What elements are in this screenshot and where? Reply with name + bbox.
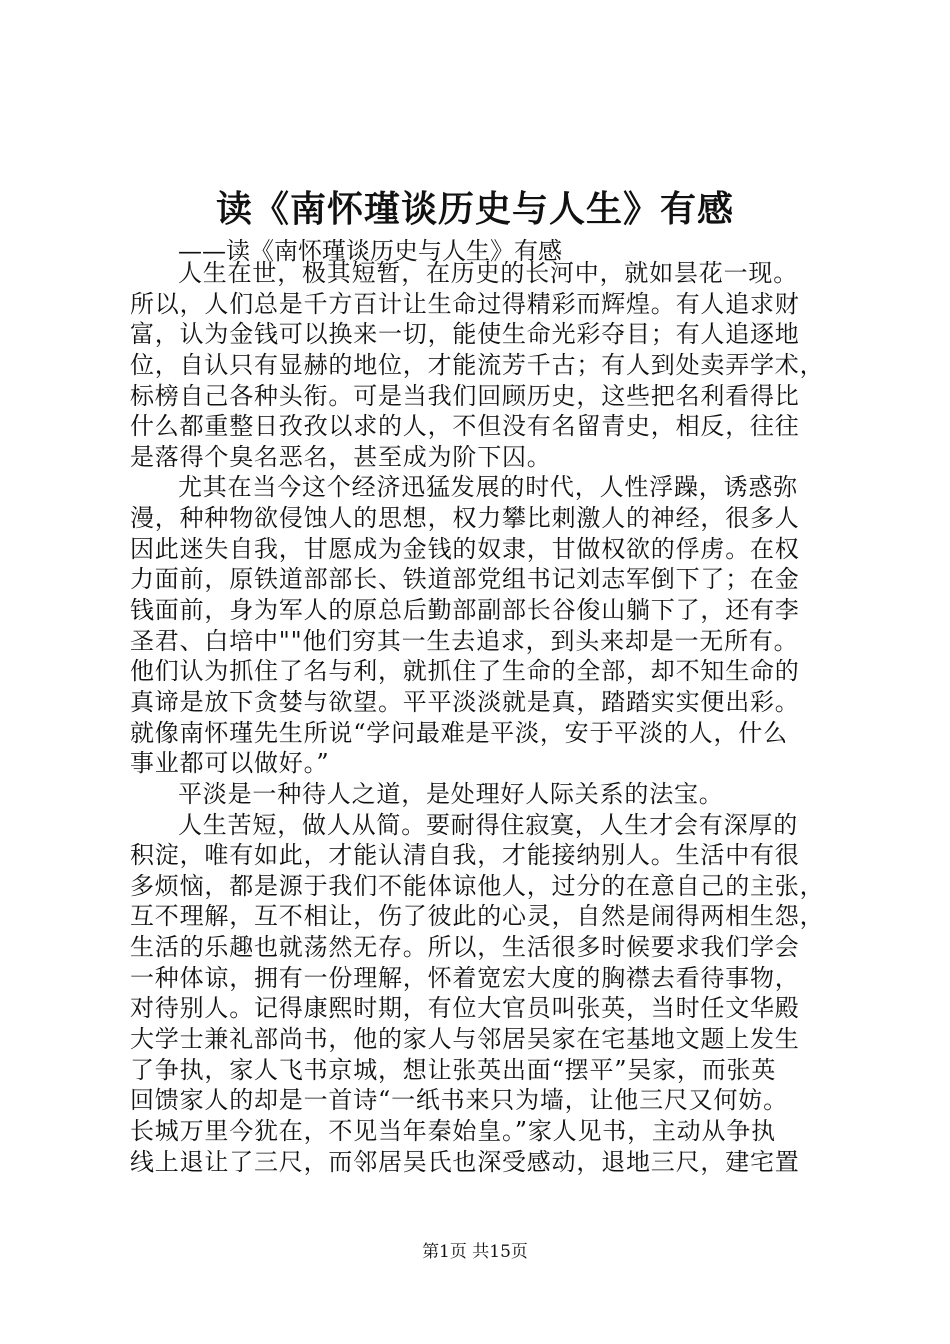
subtitle: ——读《南怀瑾谈历史与人生》有感: [178, 237, 562, 265]
paragraph-line: 尤其在当今这个经济迅猛发展的时代，人性浮躁，诱惑弥: [178, 473, 798, 502]
paragraph-line: 多烦恼，都是源于我们不能体谅他人，过分的在意自己的主张，: [130, 871, 825, 900]
paragraph-line: 标榜自己各种头衔。可是当我们回顾历史，这些把名利看得比: [130, 381, 800, 410]
paragraph-line: 人生苦短，做人从简。要耐得住寂寞，人生才会有深厚的: [178, 810, 798, 839]
paragraph-line: 就像南怀瑾先生所说“学问最难是平淡，安于平淡的人，什么: [130, 718, 788, 747]
paragraph-line: 了争执，家人飞书京城，想让张英出面“摆平”吴家，而张英: [130, 1055, 777, 1084]
paragraph-line: 力面前，原铁道部部长、铁道部党组书记刘志军倒下了；在金: [130, 565, 800, 594]
paragraph-line: 线上退让了三尺，而邻居吴氏也深受感动，退地三尺，建宅置: [130, 1147, 800, 1176]
paragraph-line: 生活的乐趣也就荡然无存。所以，生活很多时候要求我们学会: [130, 933, 800, 962]
paragraph-line: 是落得个臭名恶名，甚至成为阶下囚。: [130, 442, 552, 471]
paragraph-line: 因此迷失自我，甘愿成为金钱的奴隶，甘做权欲的俘虏。在权: [130, 534, 800, 563]
page-title: 读《南怀瑾谈历史与人生》有感: [215, 188, 734, 230]
paragraph-line: 回馈家人的却是一首诗“一纸书来只为墙，让他三尺又何妨。: [130, 1086, 788, 1115]
page-number: 第1页 共15页: [422, 1242, 528, 1262]
paragraph-line: 对待别人。记得康熙时期，有位大官员叫张英，当时任文华殿: [130, 994, 800, 1023]
paragraph-line: 圣君、白培中""他们穷其一生去追求，到头来却是一无所有。: [130, 626, 799, 655]
paragraph-line: 长城万里今犹在，不见当年秦始皇。”家人见书，主动从争执: [130, 1116, 776, 1145]
paragraph-line: 人生在世，极其短暂，在历史的长河中，就如昙花一现。: [178, 259, 798, 287]
paragraph-line: 事业都可以做好。”: [130, 749, 330, 778]
paragraph-line: 所以，人们总是千方百计让生命过得精彩而辉煌。有人追求财: [130, 289, 800, 318]
paragraph-line: 他们认为抓住了名与利，就抓住了生命的全部，却不知生命的: [130, 657, 800, 686]
paragraph-line: 平淡是一种待人之道，是处理好人际关系的法宝。: [178, 779, 724, 808]
paragraph-line: 位，自认只有显赫的地位，才能流芳千古；有人到处卖弄学术，: [130, 350, 825, 379]
paragraph-line: 富，认为金钱可以换来一切，能使生命光彩夺目；有人追逐地: [130, 320, 800, 349]
paragraph-line: 积淀，唯有如此，才能认清自我，才能接纳别人。生活中有很: [130, 841, 800, 870]
paragraph-line: 钱面前，身为军人的原总后勤部副部长谷俊山躺下了，还有李: [130, 596, 800, 625]
article-body: [130, 258, 830, 1177]
paragraph-line: 互不理解，互不相让，伤了彼此的心灵，自然是闹得两相生怨，: [130, 902, 825, 931]
paragraph-line: 漫，种种物欲侵蚀人的思想，权力攀比刺激人的神经，很多人: [130, 504, 800, 533]
paragraph-line: 真谛是放下贪婪与欲望。平平淡淡就是真，踏踏实实便出彩。: [130, 687, 800, 716]
paragraph-line: 一种体谅，拥有一份理解，怀着宽宏大度的胸襟去看待事物，: [130, 963, 800, 992]
paragraph-line: 大学士兼礼部尚书，他的家人与邻居吴家在宅基地文题上发生: [130, 1025, 800, 1054]
paragraph-line: 什么都重整日孜孜以求的人，不但没有名留青史，相反，往往: [130, 412, 800, 441]
